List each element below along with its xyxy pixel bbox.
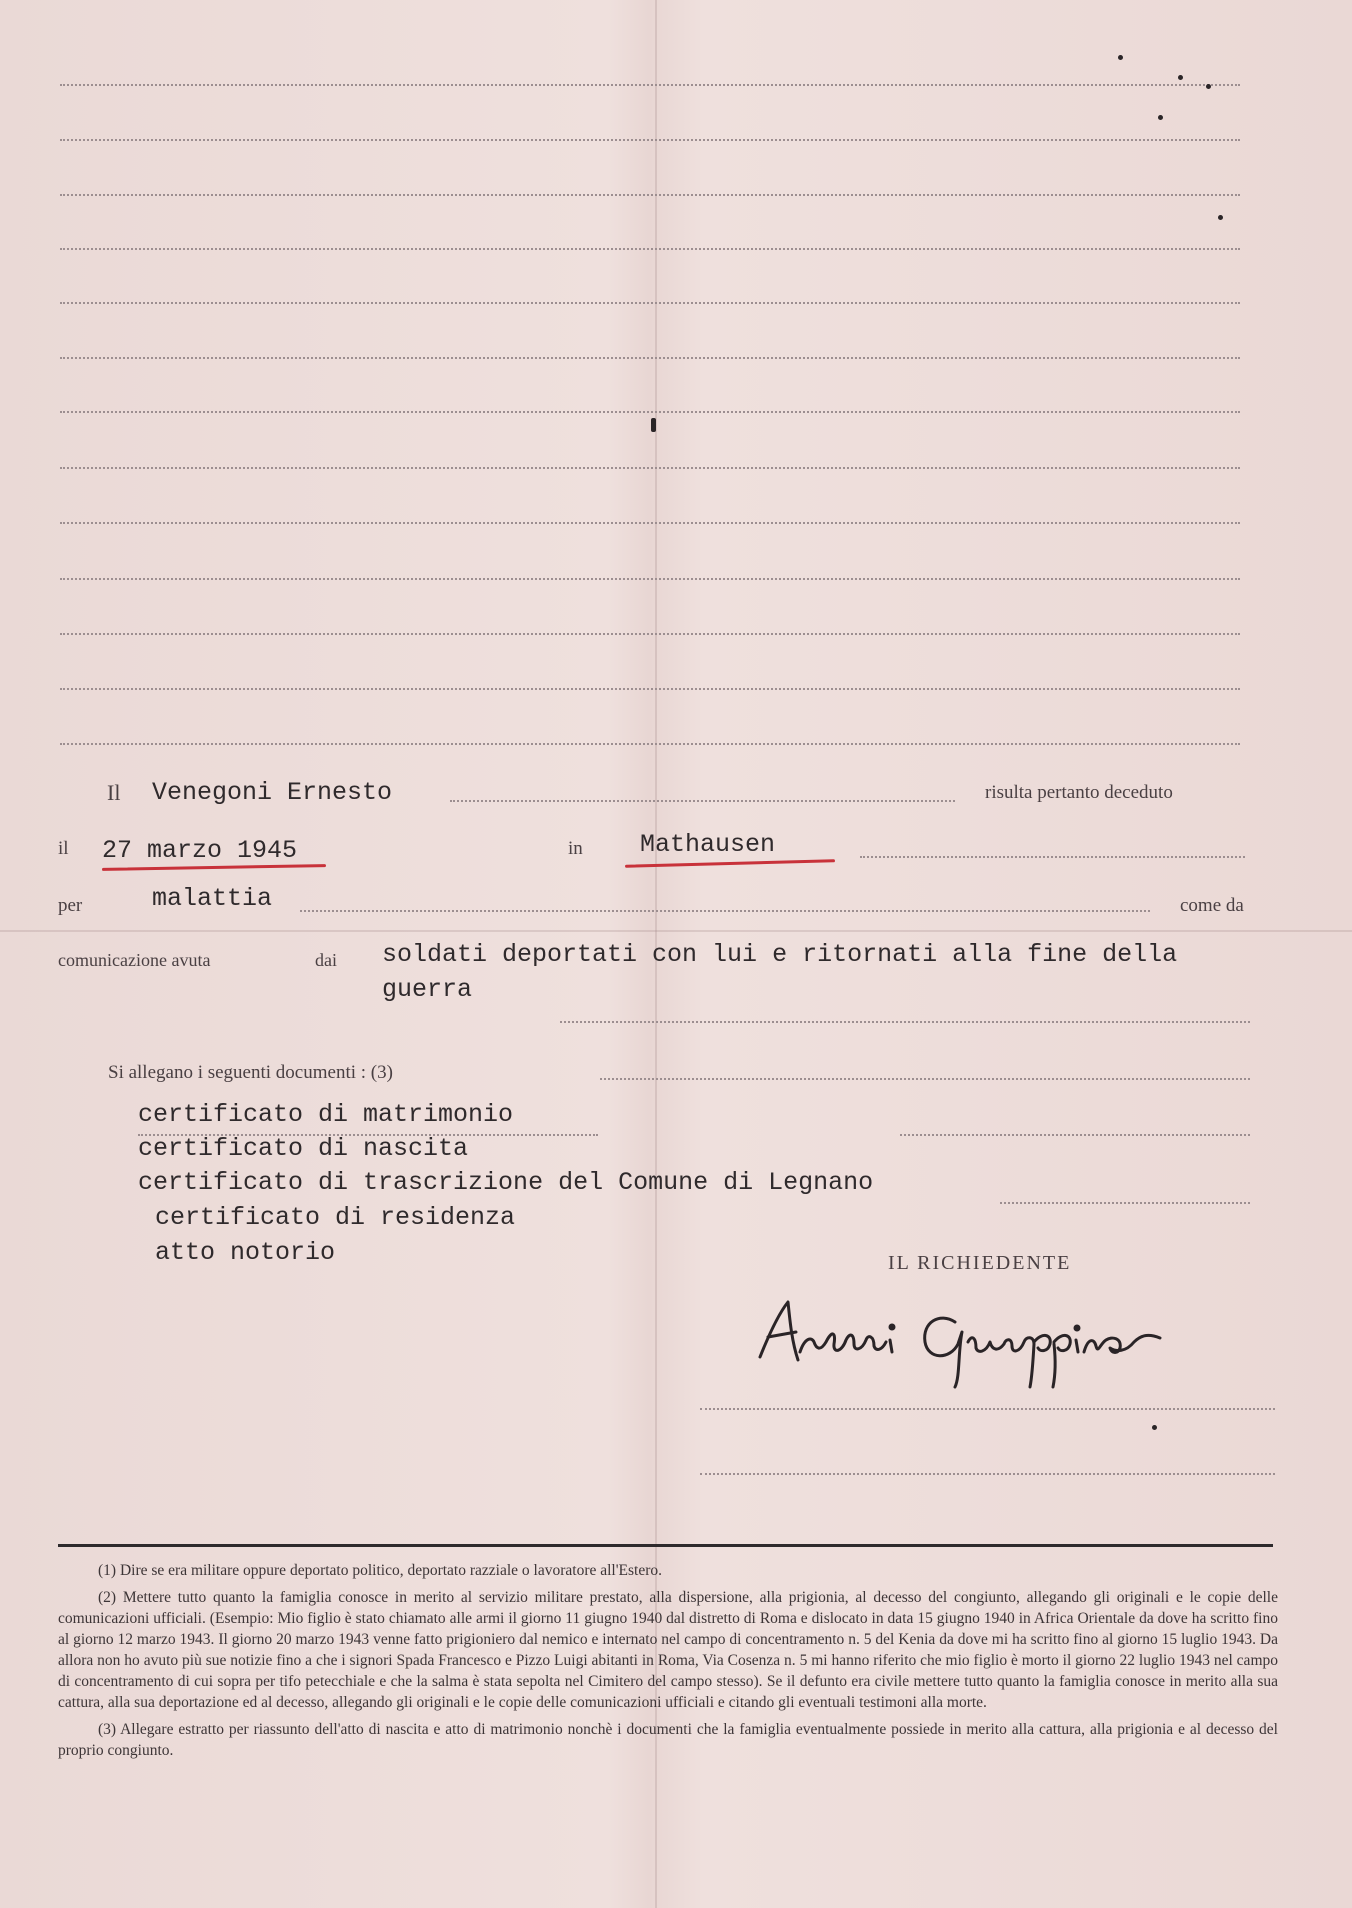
- footnote-2: (2) Mettere tutto quanto la famiglia conosce in merito al servizio militare prestato, alla dispersione, alla prigionia, al decesso del congiunto, allegando gli originali e le copie delle comunicazioni ufficiali. (Esempio: Mio figlio è stato chiamato alle armi il giorno 11 giugno 1940 dal distretto di Roma e dislocato in data 15 giugno 1940 in Africa Orientale da dove ha scritto fino al giorno 12 marzo 1943. Il giorno 20 marzo 1943 venne fatto prigioniero dal nemico e internato nel campo di concentramento n. 5 del Kenia da dove mi ha scritto fino al giorno 15 luglio 1943. Da allora non ho avuto più sue notizie fino a che i signori Spada Francesco e Pizzo Luigi abitanti in Roma, Via Cosenza n. 5 mi hanno riferito che mio figlio è morto il giorno 22 luglio 1943 nel campo di concentramento di cui sopra per tifo petecchiale e che la salma è stata sepolta nel Cimitero del campo stesso). Se il defunto era civile mettere tutto quanto la famiglia conosce in merito alla sua cattura, alla sua deportazione ed al decesso, allegando gli originali e le copie delle comunicazioni ufficiali e citando gli eventuali testimoni alla morte.: [58, 1589, 1278, 1711]
- comm-from: dai: [315, 950, 337, 970]
- blank-line: [60, 248, 1240, 250]
- ink-speck: [1152, 1425, 1157, 1430]
- blank-line: [60, 357, 1240, 359]
- death-cause: malattia: [152, 884, 273, 913]
- death-date: 27 marzo 1945: [102, 836, 298, 865]
- fill-line: [300, 910, 1150, 912]
- ink-speck: [1158, 115, 1163, 120]
- comm-prefix: comunicazione avuta: [58, 950, 211, 970]
- fill-line: [560, 1021, 1250, 1023]
- fill-line: [900, 1134, 1250, 1136]
- fill-line: [600, 1078, 1250, 1080]
- blank-line: [60, 194, 1240, 196]
- attachments-heading: Si allegano i seguenti documenti : (3): [108, 1062, 393, 1083]
- blank-line: [60, 302, 1240, 304]
- applicant-label: IL RICHIEDENTE: [888, 1252, 1072, 1274]
- blank-line: [60, 84, 1240, 86]
- deceased-prefix: Il: [107, 780, 121, 805]
- blank-line: [60, 743, 1240, 745]
- attachment-item: atto notorio: [155, 1238, 336, 1267]
- signature-line: [700, 1408, 1275, 1410]
- deceased-name: Venegoni Ernesto: [152, 778, 393, 807]
- signature-line: [700, 1473, 1275, 1475]
- comm-source-line1: soldati deportati con lui e ritornati alla fine della: [382, 940, 1178, 969]
- blank-line: [60, 139, 1240, 141]
- blank-line: [60, 467, 1240, 469]
- handwritten-signature: [750, 1282, 1190, 1392]
- ink-speck: [1118, 55, 1123, 60]
- blank-line: [60, 578, 1240, 580]
- footnote-separator: [58, 1544, 1273, 1547]
- date-red-underline: [102, 864, 326, 871]
- attachment-item: certificato di residenza: [155, 1203, 516, 1232]
- ink-speck: [1178, 75, 1183, 80]
- fill-line: [1000, 1202, 1250, 1204]
- date-prefix: il: [58, 838, 69, 859]
- ink-speck: [651, 418, 656, 432]
- blank-line: [60, 522, 1240, 524]
- footnote-1: (1) Dire se era militare oppure deportato politico, deportato razziale o lavoratore all'Estero.: [98, 1562, 662, 1579]
- footnotes: [58, 1560, 1278, 1761]
- fill-line: [450, 800, 955, 802]
- attachment-item: certificato di trascrizione del Comune di Legnano: [138, 1168, 874, 1197]
- cause-prefix: per: [58, 895, 83, 916]
- blank-line: [60, 633, 1240, 635]
- attachment-item: certificato di nascita: [138, 1134, 469, 1163]
- ink-speck: [1218, 215, 1223, 220]
- comm-source-line2: guerra: [382, 975, 473, 1004]
- result-suffix: risulta pertanto deceduto: [985, 782, 1173, 803]
- fill-line: [860, 856, 1245, 858]
- place-prefix: in: [568, 838, 583, 859]
- source-suffix: come da: [1180, 895, 1244, 916]
- attachment-item: certificato di matrimonio: [138, 1100, 514, 1129]
- ink-speck: [1206, 84, 1211, 89]
- blank-line: [60, 411, 1240, 413]
- footnote-3: (3) Allegare estratto per riassunto dell'atto di nascita e atto di matrimonio nonchè i documenti che la famiglia eventualmente possiede in merito alla cattura, alla prigionia e al decesso del proprio congiunto.: [58, 1721, 1278, 1759]
- blank-line: [60, 688, 1240, 690]
- fold-crease-horizontal: [0, 930, 1352, 932]
- fill-line: [138, 1134, 598, 1136]
- death-place: Mathausen: [640, 830, 776, 859]
